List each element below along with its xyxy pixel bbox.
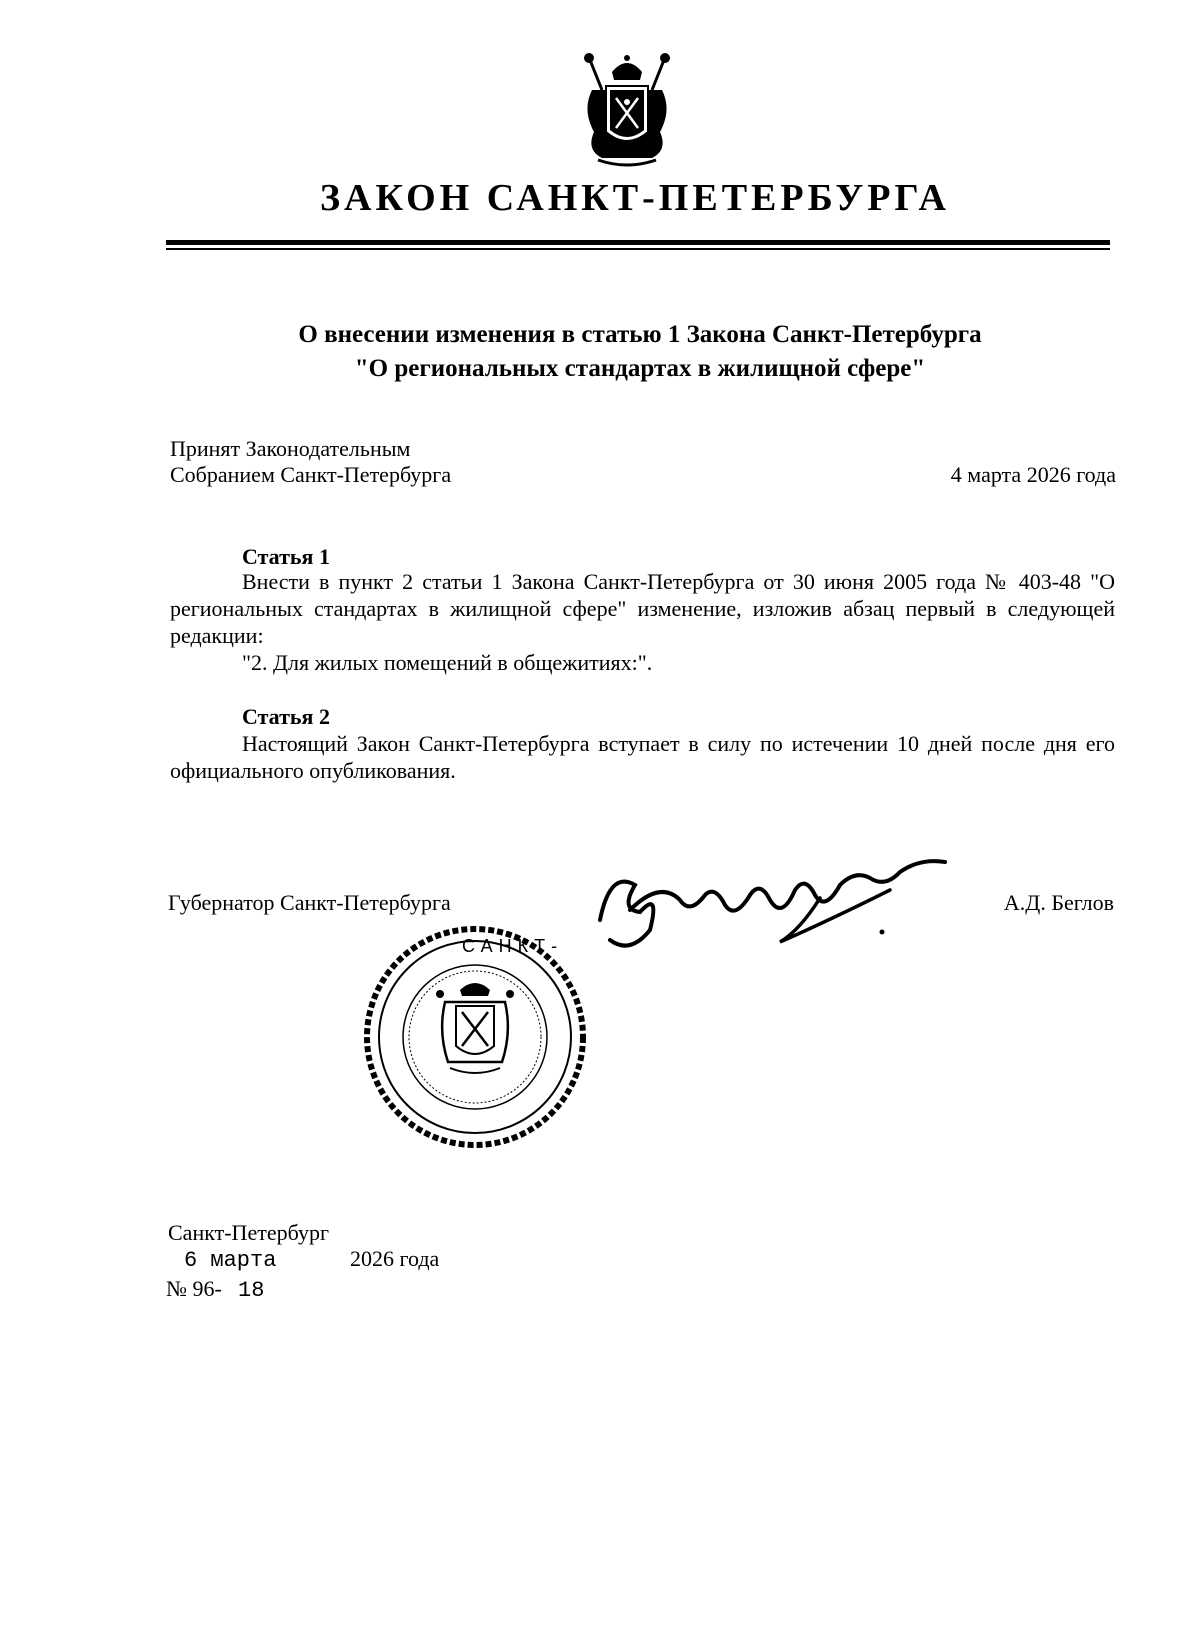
adopted-line-2: Собранием Санкт-Петербурга — [170, 462, 452, 487]
signatory-name: А.Д. Беглов — [1003, 890, 1114, 915]
article-2-text: Настоящий Закон Санкт-Петербурга вступает в силу по истечении 10 дней после дня его официального опубликования. — [170, 731, 1115, 783]
article-2-heading: Статья 2 — [242, 704, 330, 729]
law-number-prefix: № 96- — [166, 1276, 222, 1301]
coat-of-arms-icon — [572, 50, 682, 170]
title-rule-thick — [166, 240, 1110, 245]
seal-top-text: САНКТ- — [462, 936, 564, 956]
subject-line-2: "О региональных стандартах в жилищной сфере" — [354, 355, 926, 382]
law-subject — [170, 318, 1110, 386]
seal-coat-of-arms-icon — [436, 983, 514, 1073]
title-rule-thin — [166, 248, 1110, 250]
adopted-date: 4 марта 2026 года — [950, 462, 1116, 487]
subject-line-1: О внесении изменения в статью 1 Закона Санкт-Петербурга — [298, 321, 982, 348]
handwritten-signature — [590, 850, 970, 960]
seal-ring-text: ГУБЕРНАТОР САНКТ-ПЕТЕРБУРГА — [374, 1164, 586, 1176]
signing-place: Санкт-Петербург — [168, 1220, 329, 1245]
signing-year: 2026 года — [350, 1246, 440, 1271]
signatory-title: Губернатор Санкт-Петербурга — [168, 890, 451, 915]
article-1-quote: "2. Для жилых помещений в общежитиях:". — [242, 650, 653, 675]
article-1-heading: Статья 1 — [242, 544, 330, 569]
article-1-text: Внести в пункт 2 статьи 1 Закона Санкт-Петербурга от 30 июня 2005 года № 403-48 "О региональных стандартах в жилищной сфере" изменение, изложив абзац первый в следующей редакции: — [170, 569, 1115, 648]
law-number-suffix: 18 — [238, 1278, 265, 1303]
law-title: ЗАКОН САНКТ-ПЕТЕРБУРГА — [319, 177, 950, 219]
adopted-line-1: Принят Законодательным — [170, 436, 411, 461]
signing-day-month: 6 марта — [184, 1248, 277, 1273]
